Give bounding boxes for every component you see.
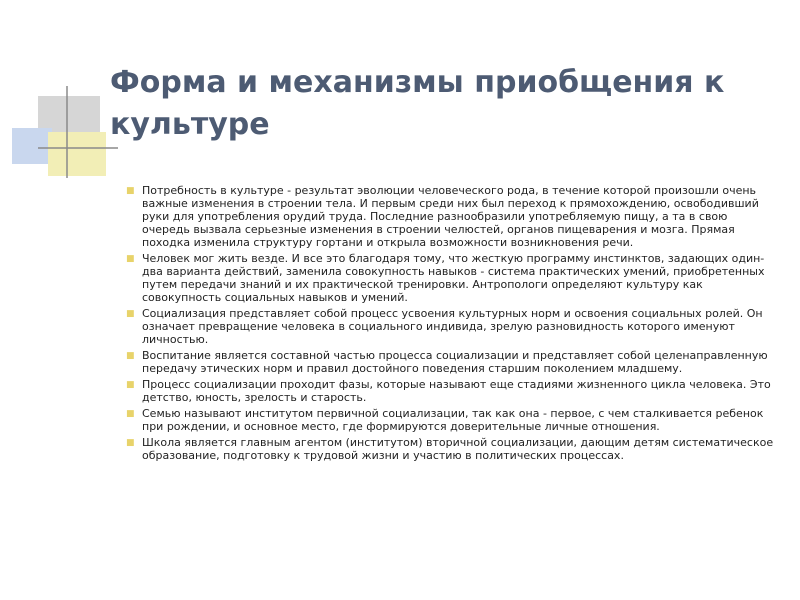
deco-square-blue — [12, 128, 52, 164]
list-item — [126, 349, 776, 375]
list-item — [126, 252, 776, 304]
list-item — [126, 184, 776, 249]
bullet-text: Человек мог жить везде. И все это благодаря тому, что жесткую программу инстинктов, задающих один-два варианта действий, заменила совокупность навыков - система практических умений, приобретенных путем передачи знаний и их практической тренировки. Антропологи определяют культуру как совокупность социальных навыков и умений. — [142, 252, 765, 304]
square-bullet-icon: ■ — [126, 380, 135, 390]
square-bullet-icon: ■ — [126, 409, 135, 419]
bullet-list — [126, 184, 776, 465]
deco-square-yellow — [48, 132, 106, 176]
list-item — [126, 307, 776, 346]
bullet-text: Потребность в культуре - результат эволюции человеческого рода, в течение которой произошли очень важные изменения в строении тела. И первым среди них был переход к прямохождению, освободивший руки для употребления орудий труда. Последние разнообразили употребляемую пищу, а та в свою очередь вызвала серьезные изменения в строении челюстей, органов пищеварения и мозга. Прямая походка изменила структуру гортани и открыла возможности возникновения речи. — [142, 184, 759, 249]
bullet-text: Школа является главным агентом (институтом) вторичной социализации, дающим детям систематическое образование, подготовку к трудовой жизни и участию в политических процессах. — [142, 436, 774, 462]
square-bullet-icon: ■ — [126, 186, 135, 196]
bullet-text: Семью называют институтом первичной социализации, так как она - первое, с чем сталкивается ребенок при рождении, и основное место, где формируются доверительные личные отношения. — [142, 407, 764, 433]
slide-title: Форма и механизмы приобщения к культуре — [110, 65, 725, 142]
square-bullet-icon: ■ — [126, 309, 135, 319]
square-bullet-icon: ■ — [126, 254, 135, 264]
decorative-squares-graphic — [0, 0, 120, 190]
square-bullet-icon: ■ — [126, 438, 135, 448]
list-item — [126, 436, 776, 462]
bullet-text: Воспитание является составной частью процесса социализации и представляет собой целенаправленную передачу этических норм и правил достойного поведения старшим поколением младшему. — [142, 349, 768, 375]
list-item — [126, 378, 776, 404]
list-item — [126, 407, 776, 433]
bullet-text: Социализация представляет собой процесс усвоения культурных норм и освоения социальных ролей. Он означает превращение человека в социального индивида, зрелую разновидность которого именуют личностью. — [142, 307, 763, 346]
square-bullet-icon: ■ — [126, 351, 135, 361]
bullet-text: Процесс социализации проходит фазы, которые называют еще стадиями жизненного цикла человека. Это детство, юность, зрелость и старость. — [142, 378, 771, 404]
